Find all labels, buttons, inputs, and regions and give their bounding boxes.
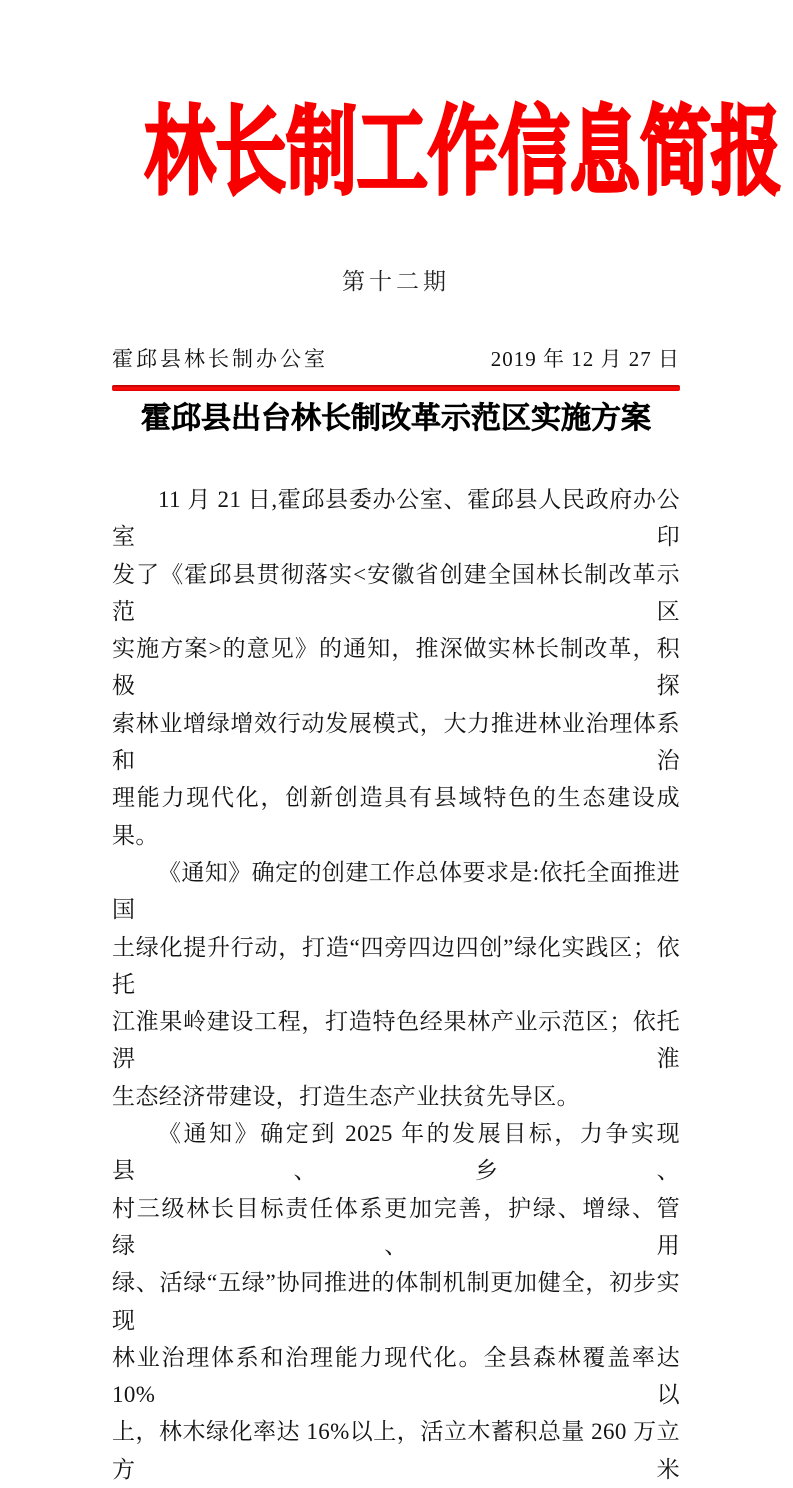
text-line: 土绿化提升行动，打造“四旁四边四创”绿化实践区；依托 [112, 934, 680, 997]
bulletin-page [0, 101, 793, 1482]
article-body [112, 481, 680, 1488]
article-paragraph [112, 481, 680, 854]
issue-number: 第十二期 [342, 269, 450, 294]
issue-date: 2019 年 12 月 27 日 [490, 347, 680, 371]
text-line: 江淮果岭建设工程，打造特色经果林产业示范区；依托淠淮 [112, 1009, 680, 1072]
text-line: 绿、活绿“五绿”协同推进的体制机制更加健全，初步实现 [112, 1270, 680, 1333]
text-line: 《通知》确定的创建工作总体要求是:依托全面推进国 [112, 859, 680, 923]
red-divider [112, 385, 680, 391]
article-paragraph [112, 1115, 680, 1488]
text-line: 11 月 21 日,霍邱县委办公室、霍邱县人民政府办公室印 [112, 487, 680, 550]
text-line: 实施方案>的意见》的通知，推深做实林长制改革，积极探 [112, 636, 680, 699]
text-line: 村三级林长目标责任体系更加完善，护绿、增绿、管绿、用 [112, 1195, 680, 1258]
article-paragraph [112, 854, 680, 1115]
issuing-office: 霍邱县林长制办公室 [112, 347, 328, 371]
text-line: 发了《霍邱县贯彻落实<安徽省创建全国林长制改革示范区 [112, 561, 680, 624]
meta-row [112, 346, 680, 372]
text-line: 《通知》确定到 2025 年的发展目标，力争实现县、乡、 [112, 1121, 680, 1184]
text-line: 林业治理体系和治理能力现代化。全县森林覆盖率达 10%以 [112, 1344, 680, 1408]
text-line: 生态经济带建设，打造生态产业扶贫先导区。 [112, 1083, 580, 1109]
article-headline: 霍邱县出台林长制改革示范区实施方案 [141, 402, 651, 435]
text-line: 理能力现代化，创新创造具有县域特色的生态建设成果。 [112, 785, 680, 848]
text-line: 索林业增绿增效行动发展模式，大力推进林业治理体系和治 [112, 710, 680, 774]
masthead-title: 林长制工作信息简报 [144, 101, 782, 207]
content-column [0, 101, 793, 1488]
text-line: 上，林木绿化率达 16%以上，活立木蓄积总量 260 万立方米 [112, 1419, 680, 1482]
